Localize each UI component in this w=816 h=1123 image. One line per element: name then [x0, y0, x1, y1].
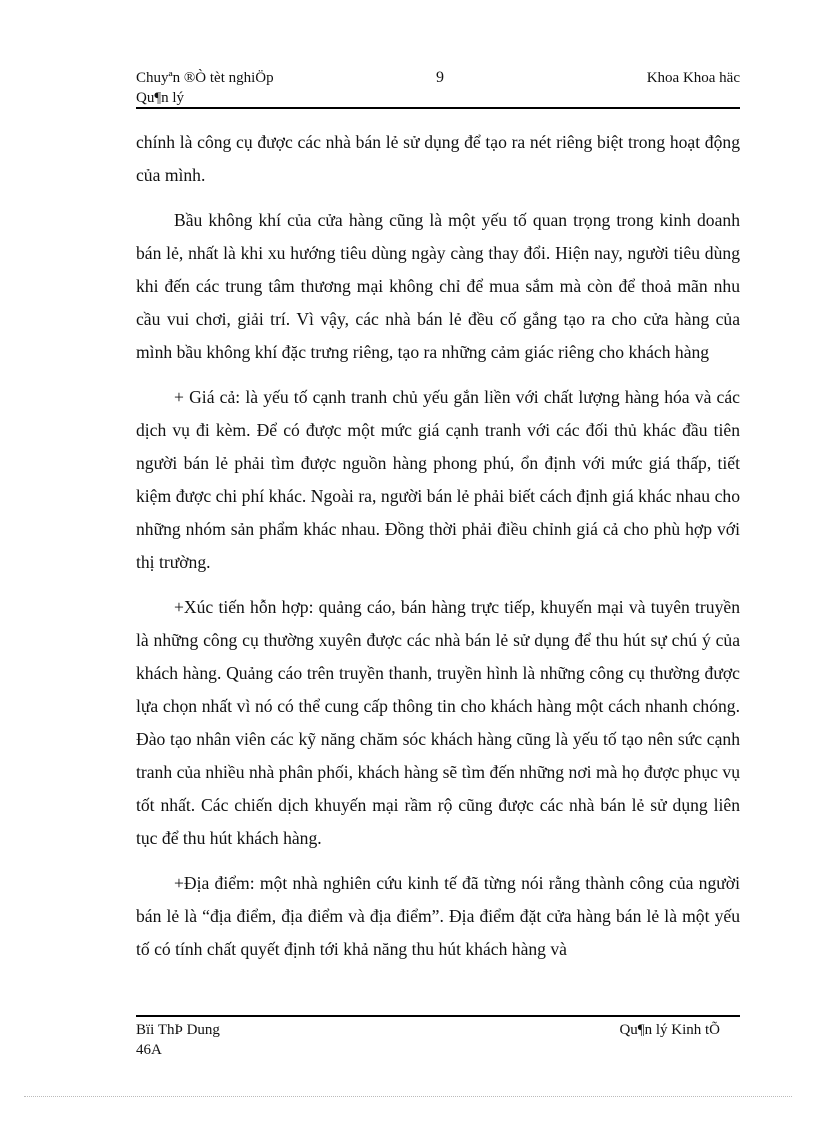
page-number: 9	[436, 69, 444, 86]
page-header	[136, 68, 740, 108]
footer-left	[136, 1020, 220, 1060]
header-title-line1: Chuyªn ®Ò tèt nghiÖp	[136, 70, 274, 86]
footer-author: Bïi ThÞ Dung	[136, 1022, 220, 1038]
header-left	[136, 68, 274, 108]
header-title-line2: Qu¶n lý	[136, 90, 185, 106]
paragraph: +Địa điểm: một nhà nghiên cứu kinh tế đã từng nói rằng thành công của người bán lẻ là “địa điểm, địa điểm và địa điểm”. Địa điểm đặt cửa hàng bán lẻ là một yếu tố có tính chất quyết định tới khả năng thu hút khách hàng và	[136, 873, 740, 959]
paragraph: Bầu không khí của cửa hàng cũng là một yếu tố quan trọng trong kinh doanh bán lẻ, nhất là khi xu hướng tiêu dùng ngày càng thay đổi. Hiện nay, người tiêu dùng khi đến các trung tâm thương mại không chỉ để mua sắm mà còn để thoả mãn nhu cầu vui chơi, giải trí. Vì vậy, các nhà bán lẻ đều cố gắng tạo ra cho cửa hàng của mình bầu không khí đặc trưng riêng, tạo ra những cảm giác riêng cho khách hàng	[136, 210, 740, 362]
page-edge-divider	[24, 1096, 792, 1097]
paragraph: +Xúc tiến hỗn hợp: quảng cáo, bán hàng trực tiếp, khuyến mại và tuyên truyền là những công cụ thường xuyên được các nhà bán lẻ sử dụng để thu hút sự chú ý của khách hàng. Quảng cáo trên truyền thanh, truyền hình là những công cụ thường được lựa chọn nhất vì nó có thể cung cấp thông tin cho khách hàng một cách nhanh chóng. Đào tạo nhân viên các kỹ năng chăm sóc khách hàng cũng là yếu tố tạo nên sức cạnh tranh của nhiều nhà phân phối, khách hàng sẽ tìm đến những nơi mà họ được phục vụ tốt nhất. Các chiến dịch khuyến mại rầm rộ cũng được các nhà bán lẻ sử dụng liên tục để thu hút khách hàng.	[136, 597, 740, 848]
document-body	[136, 126, 740, 978]
paragraph: + Giá cả: là yếu tố cạnh tranh chủ yếu gắn liền với chất lượng hàng hóa và các dịch vụ đi kèm. Để có được một mức giá cạnh tranh với các đối thủ khác đầu tiên người bán lẻ phải tìm được nguồn hàng phong phú, ổn định với mức giá thấp, tiết kiệm được chi phí khác. Ngoài ra, người bán lẻ phải biết cách định giá khác nhau cho những nhóm sản phẩm khác nhau. Đồng thời phải điều chỉnh giá cả cho phù hợp với thị trường.	[136, 387, 740, 572]
footer-right: Qu¶n lý Kinh tÕ	[619, 1022, 720, 1038]
page-footer	[136, 1020, 740, 1060]
footer-class: 46A	[136, 1042, 162, 1058]
paragraph: chính là công cụ được các nhà bán lẻ sử dụng để tạo ra nét riêng biệt trong hoạt động của mình.	[136, 132, 740, 185]
header-right: Khoa Khoa häc	[646, 70, 740, 86]
header-rule	[136, 107, 740, 109]
footer-rule	[136, 1015, 740, 1017]
